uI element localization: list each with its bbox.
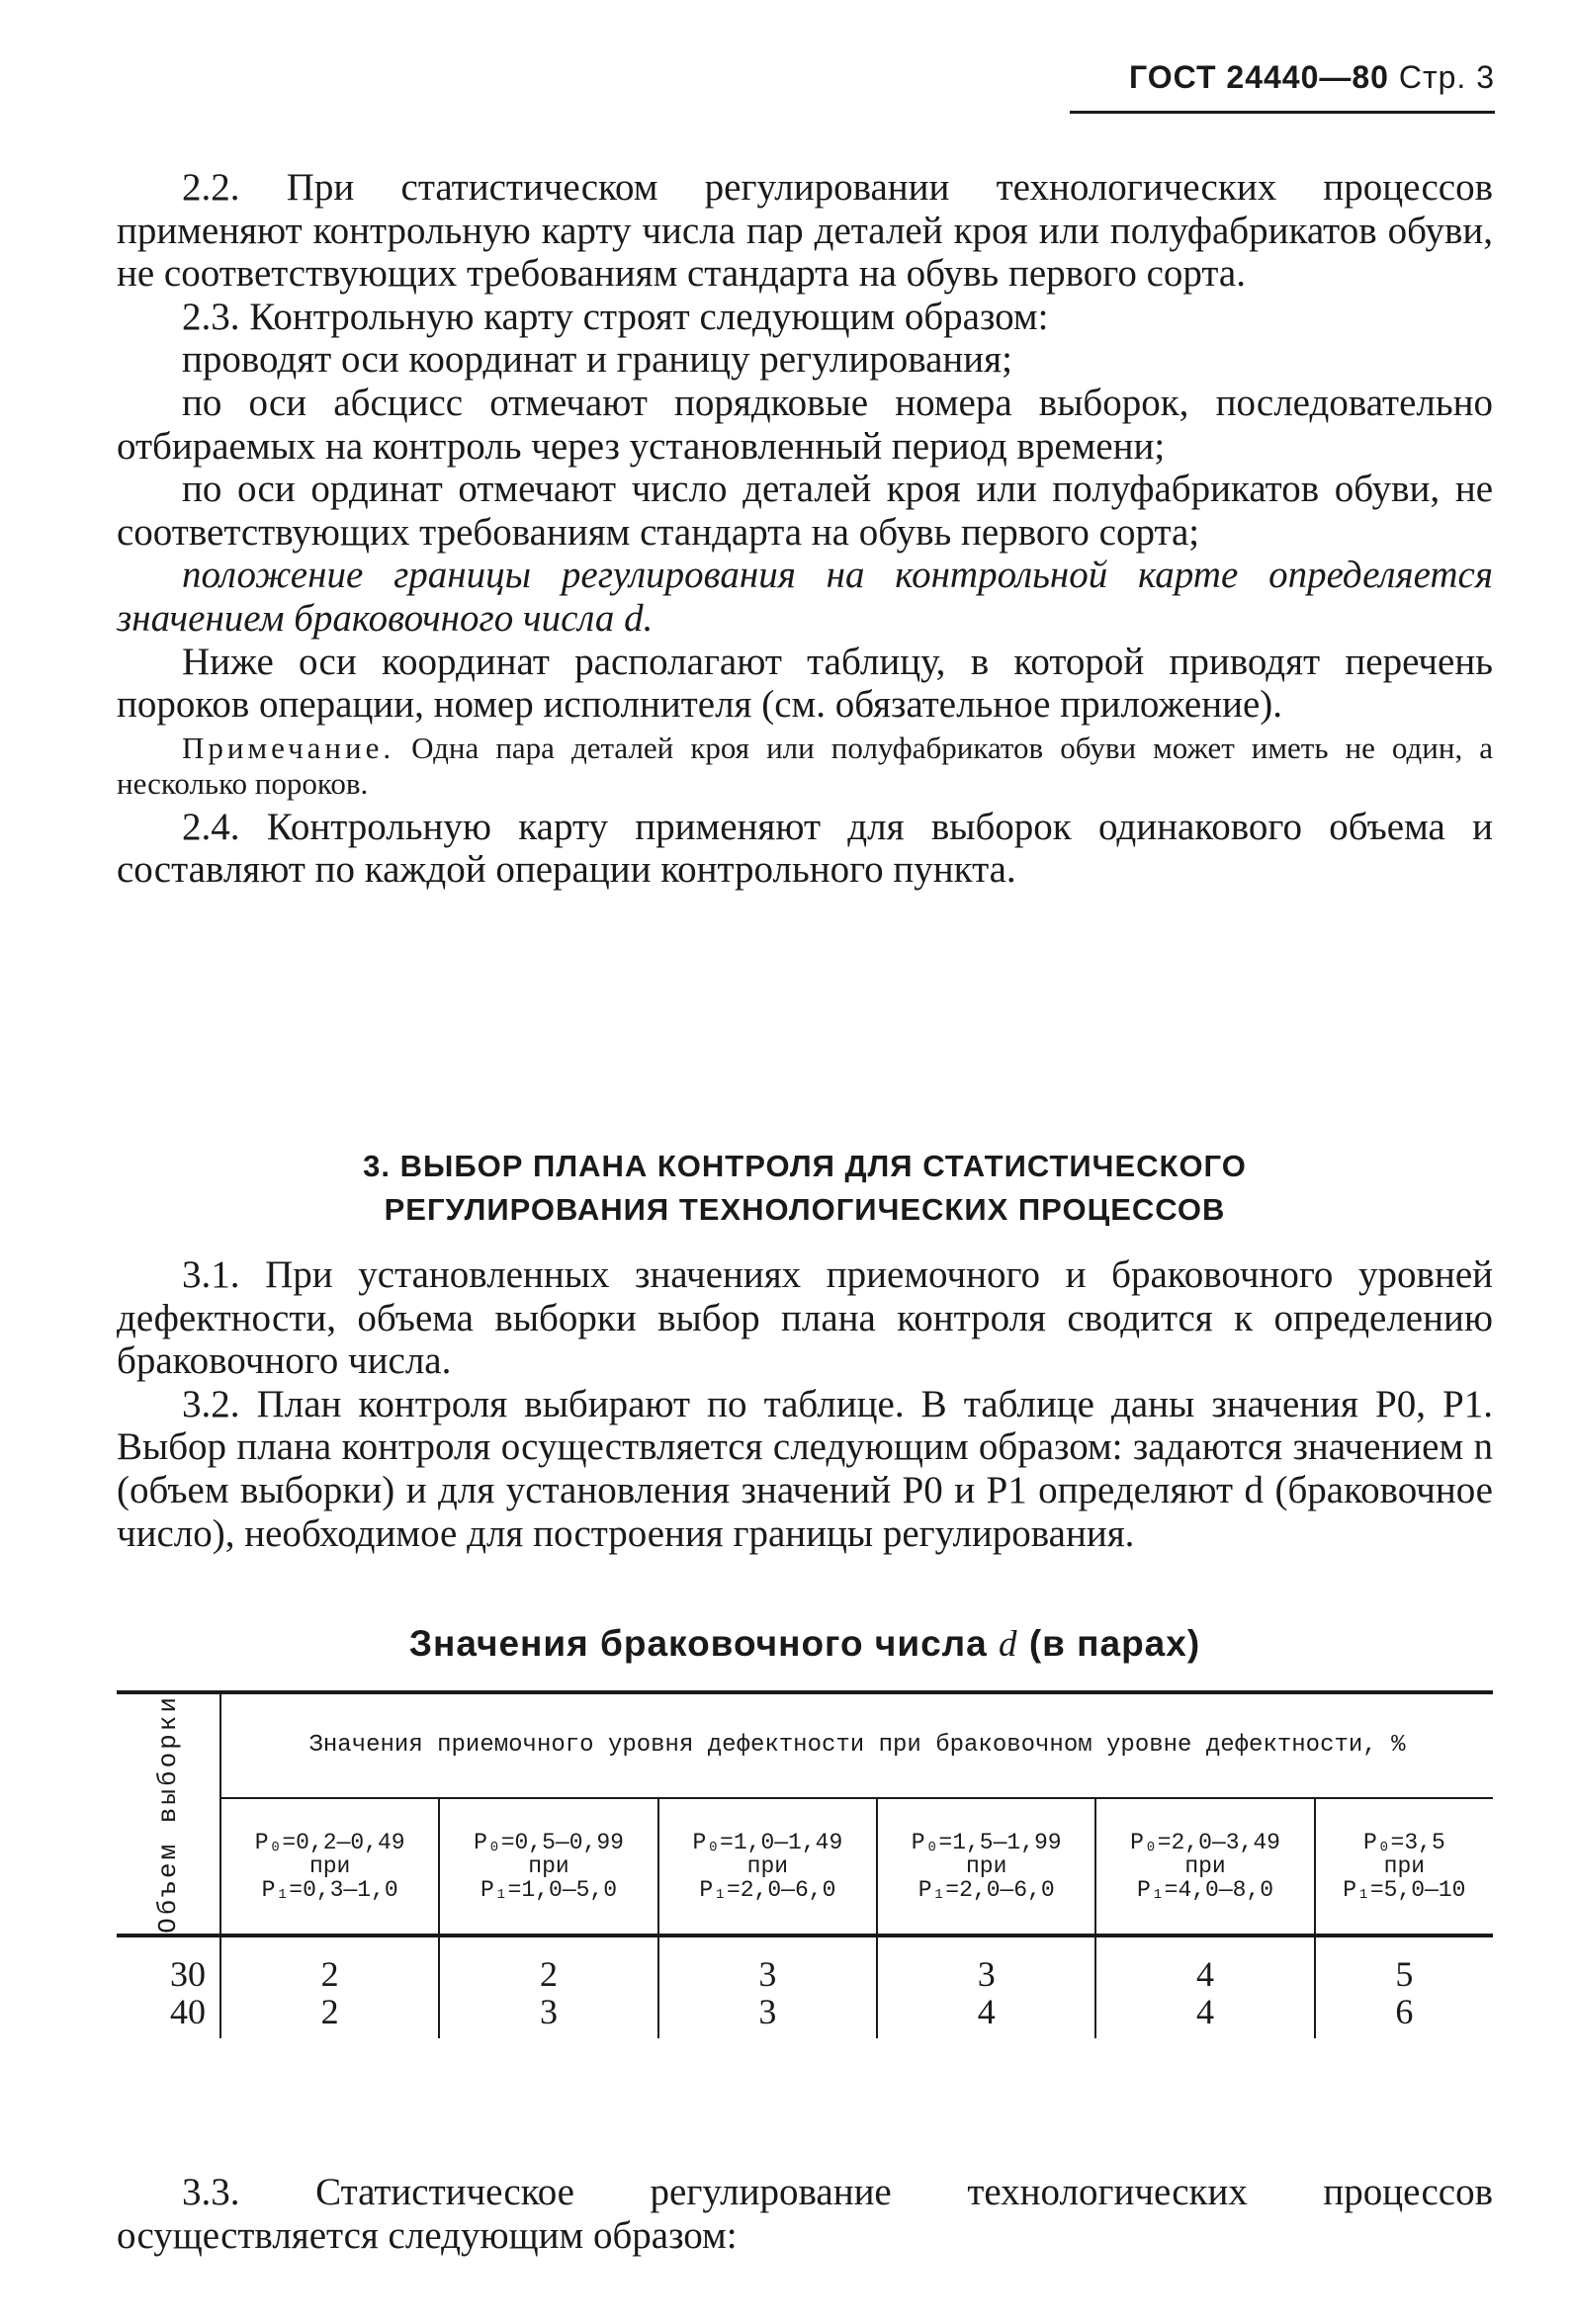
column-header-p0: P₀=0,2—0,49 [254, 1830, 405, 1856]
page-header [1129, 59, 1495, 96]
column-header-p1: P₁=2,0—6,0 [917, 1877, 1055, 1904]
group-header: Значения приемочного уровня дефектности при браковочном уровне дефектности, % [220, 1692, 1493, 1798]
reject-number-table [117, 1690, 1493, 2038]
value-cell: 6 [1395, 1991, 1414, 2031]
section-3-heading-line-2: РЕГУЛИРОВАНИЯ ТЕХНОЛОГИЧЕСКИХ ПРОЦЕССОВ [384, 1192, 1226, 1227]
column-header [439, 1798, 657, 1936]
section-3-heading [117, 1145, 1493, 1232]
row-header-label: Объем выборки [153, 1694, 183, 1934]
table-title-symbol: d [999, 1624, 1018, 1665]
section-3-heading-line-1: 3. ВЫБОР ПЛАНА КОНТРОЛЯ ДЛЯ СТАТИСТИЧЕСКОГО [363, 1149, 1247, 1183]
list-item-axes: проводят оси координат и границу регулирования; [182, 338, 1012, 382]
standard-number: ГОСТ 24440—80 [1129, 59, 1389, 95]
value-cell: 3 [439, 1993, 657, 2038]
section-2-text [117, 166, 1493, 892]
column-header-p0: P₀=3,5 [1362, 1830, 1445, 1856]
column-header-p1: P₁=5,0—10 [1343, 1877, 1466, 1904]
column-header-p1: P₁=1,0—5,0 [480, 1877, 618, 1904]
column-header [877, 1798, 1095, 1936]
row-header-cell [117, 1692, 220, 1936]
section-3-tail [117, 2171, 1493, 2257]
table-title-suffix: (в парах) [1028, 1623, 1201, 1664]
column-header-p0: P₀=1,0—1,49 [692, 1830, 843, 1856]
value-cell: 2 [439, 1936, 657, 1993]
value-cell: 2 [220, 1936, 439, 1993]
sample-size-cell: 30 [117, 1936, 220, 1993]
list-item-ordinate: по оси ординат отмечают число деталей кроя или полуфабрикатов обуви, не соответствующих требованиям стандарта на обувь первого сорта; [117, 468, 1493, 554]
section-3-text [117, 1253, 1493, 1555]
table-row [117, 1936, 1493, 1993]
column-header [658, 1798, 877, 1936]
column-header-mid: при [1383, 1853, 1426, 1880]
paragraph-3-3: 3.3. Статистическое регулирование технологических процессов осуществляется следующим образом: [117, 2171, 1493, 2257]
paragraph-2-3: 2.3. Контрольную карту строят следующим образом: [182, 295, 1049, 338]
value-cell: 4 [1095, 1936, 1314, 1993]
value-cell: 4 [877, 1993, 1095, 2038]
column-header-p0: P₀=0,5—0,99 [474, 1830, 624, 1856]
paragraph-table-below: Ниже оси координат располагают таблицу, в которой приводят перечень пороков операции, номер исполнителя (см. обязательное приложение). [117, 640, 1493, 727]
paragraph-2-4: 2.4. Контрольную карту применяют для выборок одинакового объема и составляют по каждой операции контрольного пункта. [117, 805, 1493, 892]
column-header [220, 1798, 439, 1936]
column-header-p1: P₁=0,3—1,0 [261, 1877, 398, 1904]
column-header-p0: P₀=2,0—3,49 [1130, 1830, 1280, 1856]
paragraph-3-2: 3.2. План контроля выбирают по таблице. В таблице даны значения P0, P1. Выбор плана контроля осуществляется следующим образом: задаются значением n (объем выборки) и для установления значений P0 и P1 определяют d (браковочное число), необходимое для построения границы регулирования. [117, 1382, 1493, 1555]
column-header [1315, 1798, 1493, 1936]
note-text: Одна пара деталей кроя или полуфабрикатов обуви может иметь не один, а несколько пороков. [117, 730, 1494, 801]
page-number: Стр. 3 [1398, 59, 1495, 95]
value-cell: 3 [658, 1993, 877, 2038]
note-label: Примечание. [182, 730, 395, 765]
column-header-mid: при [965, 1853, 1007, 1880]
value-cell: 5 [1395, 1953, 1414, 1994]
value-cell: 3 [658, 1936, 877, 1993]
list-item-boundary: положение границы регулирования на контрольной карте определяется значением браковочного числа d. [117, 554, 1493, 640]
column-header-mid: при [1184, 1853, 1226, 1880]
paragraph-2-2: 2.2. При статистическом регулировании технологических процессов применяют контрольную карту числа пар деталей кроя или полуфабрикатов обуви, не соответствующих требованиям стандарта на обувь первого сорта. [117, 166, 1493, 296]
sample-size-cell: 40 [117, 1993, 220, 2038]
value-cell: 3 [877, 1936, 1095, 1993]
column-header-mid: при [528, 1853, 569, 1880]
paragraph-3-1: 3.1. При установленных значениях приемочного и браковочного уровней дефектности, объема выборки выбор плана контроля сводится к определению браковочного числа. [117, 1253, 1493, 1383]
column-header-p0: P₀=1,5—1,99 [911, 1830, 1062, 1856]
column-header-mid: при [308, 1853, 351, 1880]
list-item-abscissa: по оси абсцисс отмечают порядковые номера выборок, последовательно отбираемых на контроль через установленный период времени; [117, 381, 1493, 468]
value-cell: 2 [220, 1993, 439, 2038]
column-header-p1: P₁=2,0—6,0 [699, 1877, 836, 1904]
column-header [1095, 1798, 1314, 1936]
value-cell: 4 [1095, 1993, 1314, 2038]
column-header-mid: при [746, 1853, 789, 1880]
table-row [117, 1993, 1493, 2038]
note [117, 731, 1493, 802]
table-title [117, 1623, 1493, 1666]
table-title-text: Значения браковочного числа [408, 1623, 988, 1664]
header-rule [1070, 111, 1495, 114]
column-header-p1: P₁=4,0—8,0 [1137, 1877, 1274, 1904]
